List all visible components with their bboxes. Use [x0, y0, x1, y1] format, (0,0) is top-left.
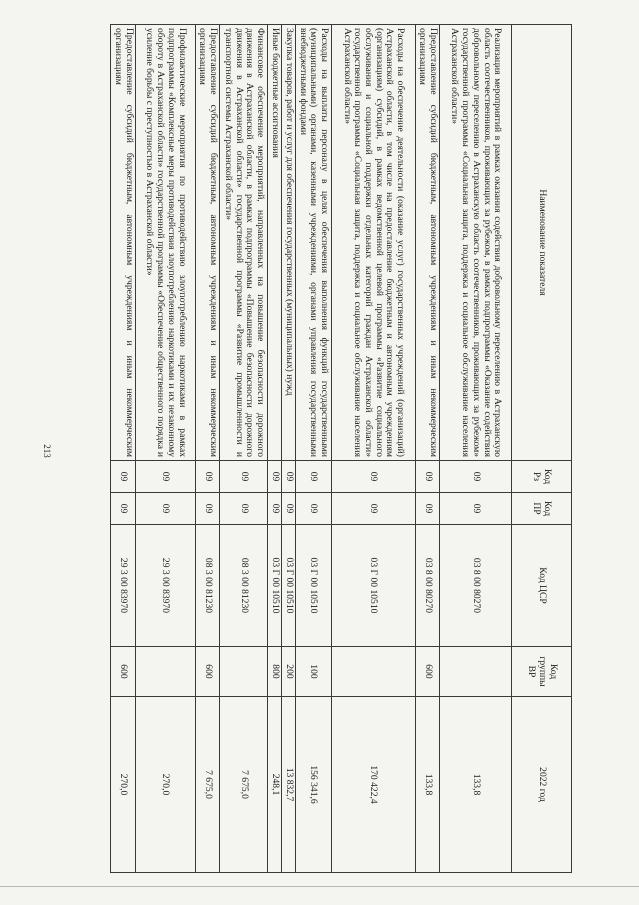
- row-vr: 200: [281, 647, 295, 697]
- row-name: Предоставление субсидий бюджетным, автономным учреждениям и иным некоммерческим организациям: [195, 25, 219, 461]
- row-name: Предоставление субсидий бюджетным, автономным учреждениям и иным некоммерческим организациям: [415, 25, 439, 461]
- row-vr: [135, 647, 195, 697]
- row-name: Иные бюджетные ассигнования: [268, 25, 282, 461]
- table-row: [440, 25, 512, 873]
- row-pr: 09: [111, 493, 135, 525]
- row-csr: 03 8 00 80270: [440, 525, 512, 647]
- table-row: [268, 25, 282, 873]
- header-rz: Код Рз: [512, 461, 572, 493]
- header-pr: Код ПР: [512, 493, 572, 525]
- row-amount: 270,0: [111, 697, 135, 873]
- row-csr: 03 8 00 80270: [415, 525, 439, 647]
- row-csr: 08 3 00 81230: [195, 525, 219, 647]
- header-vr: Код группы ВР: [512, 647, 572, 697]
- row-name: Закупка товаров, работ и услуг для обеспечения государственных (муниципальных) нужд: [281, 25, 295, 461]
- row-amount: 133,8: [415, 697, 439, 873]
- row-rz: 09: [195, 461, 219, 493]
- row-amount: 133,8: [440, 697, 512, 873]
- row-amount: 156 341,6: [295, 697, 331, 873]
- row-rz: 09: [111, 461, 135, 493]
- table-row: [415, 25, 439, 873]
- row-amount: 7 675,0: [195, 697, 219, 873]
- table-header-row: [512, 25, 572, 873]
- row-amount: 7 675,0: [220, 697, 268, 873]
- table-row: [281, 25, 295, 873]
- row-vr: 600: [111, 647, 135, 697]
- row-rz: 09: [295, 461, 331, 493]
- row-csr: 08 3 00 81230: [220, 525, 268, 647]
- table-row: [220, 25, 268, 873]
- row-vr: 800: [268, 647, 282, 697]
- row-csr: 03 Г 00 10510: [281, 525, 295, 647]
- table-row: [331, 25, 415, 873]
- row-rz: 09: [440, 461, 512, 493]
- row-name: Реализация мероприятий в рамках оказания содействия добровольному переселению в Астраханскую область соотечественников, проживающих за рубежом, в рамках подпрограммы «Оказание содействия добровольному переселению в Астраханскую область соотечественников, проживающих за рубежом» государственной программы «Социальная защита, поддержка и социальное обслуживание населения Астраханской области»: [440, 25, 512, 461]
- row-rz: 09: [331, 461, 415, 493]
- header-year: 2022 год: [512, 697, 572, 873]
- row-vr: 100: [295, 647, 331, 697]
- row-amount: 170 422,4: [331, 697, 415, 873]
- row-pr: 09: [220, 493, 268, 525]
- row-name: Расходы на обеспечение деятельности (оказание услуг) государственных учреждений (организаций) Астраханской области, в том числе на предоставление бюджетным и автономным учреждениям (организациям) субсидий, в рамках ведомственной целевой программы «Развитие социального обслуживания и социальной поддержки отдельных категорий граждан Астраханской области» государственной программы «Социальная защита, поддержка и социальное обслуживание населения Астраханской области»: [331, 25, 415, 461]
- row-rz: 09: [268, 461, 282, 493]
- row-amount: 248,1: [268, 697, 282, 873]
- row-rz: 09: [135, 461, 195, 493]
- row-rz: 09: [220, 461, 268, 493]
- row-vr: [220, 647, 268, 697]
- row-amount: 13 832,7: [281, 697, 295, 873]
- row-pr: 09: [295, 493, 331, 525]
- row-pr: 09: [135, 493, 195, 525]
- row-pr: 09: [281, 493, 295, 525]
- row-vr: [440, 647, 512, 697]
- row-name: Финансовое обеспечение мероприятий, направленных на повышение безопасности дорожного движения в Астраханской области, в рамках подпрограммы «Повышение безопасности дорожного движения в Астраханской области» государственной программы «Развитие промышленности и транспортной системы Астраханской области»: [220, 25, 268, 461]
- row-vr: [331, 647, 415, 697]
- row-pr: 09: [331, 493, 415, 525]
- row-name: Предоставление субсидий бюджетным, автономным учреждениям и иным некоммерческим организациям: [111, 25, 135, 461]
- row-pr: 09: [440, 493, 512, 525]
- row-pr: 09: [268, 493, 282, 525]
- row-rz: 09: [281, 461, 295, 493]
- table-row: [135, 25, 195, 873]
- row-amount: 270,0: [135, 697, 195, 873]
- header-name: Наименование показателя: [512, 25, 572, 461]
- header-csr: Код ЦСР: [512, 525, 572, 647]
- row-vr: 600: [415, 647, 439, 697]
- page-number: 213: [41, 444, 52, 458]
- row-csr: 29 3 00 83970: [135, 525, 195, 647]
- row-name: Профилактические мероприятия по противодействию злоупотреблению наркотиками в рамках подпрограммы «Комплексные меры противодействия злоупотреблению наркотиками и их незаконному обороту в Астраханской области» государственной программы «Обеспечение общественного порядка и усиление борьбы с преступностью в Астраханской области»: [135, 25, 195, 461]
- row-rz: 09: [415, 461, 439, 493]
- table-row: [111, 25, 135, 873]
- row-name: Расходы на выплаты персоналу в целях обеспечения выполнения функций государственными (муниципальными) органами, казенными учреждениями, органами управления государственными внебюджетными фондами: [295, 25, 331, 461]
- row-vr: 600: [195, 647, 219, 697]
- table-row: [295, 25, 331, 873]
- rotated-table-wrapper: [112, 24, 572, 872]
- row-csr: 29 3 00 83970: [111, 525, 135, 647]
- row-csr: 03 Г 00 10510: [268, 525, 282, 647]
- budget-table: [110, 24, 572, 873]
- row-pr: 09: [415, 493, 439, 525]
- scan-edge-line: [0, 886, 639, 887]
- row-csr: 03 Г 00 10510: [331, 525, 415, 647]
- table-row: [195, 25, 219, 873]
- row-pr: 09: [195, 493, 219, 525]
- row-csr: 03 Г 00 10510: [295, 525, 331, 647]
